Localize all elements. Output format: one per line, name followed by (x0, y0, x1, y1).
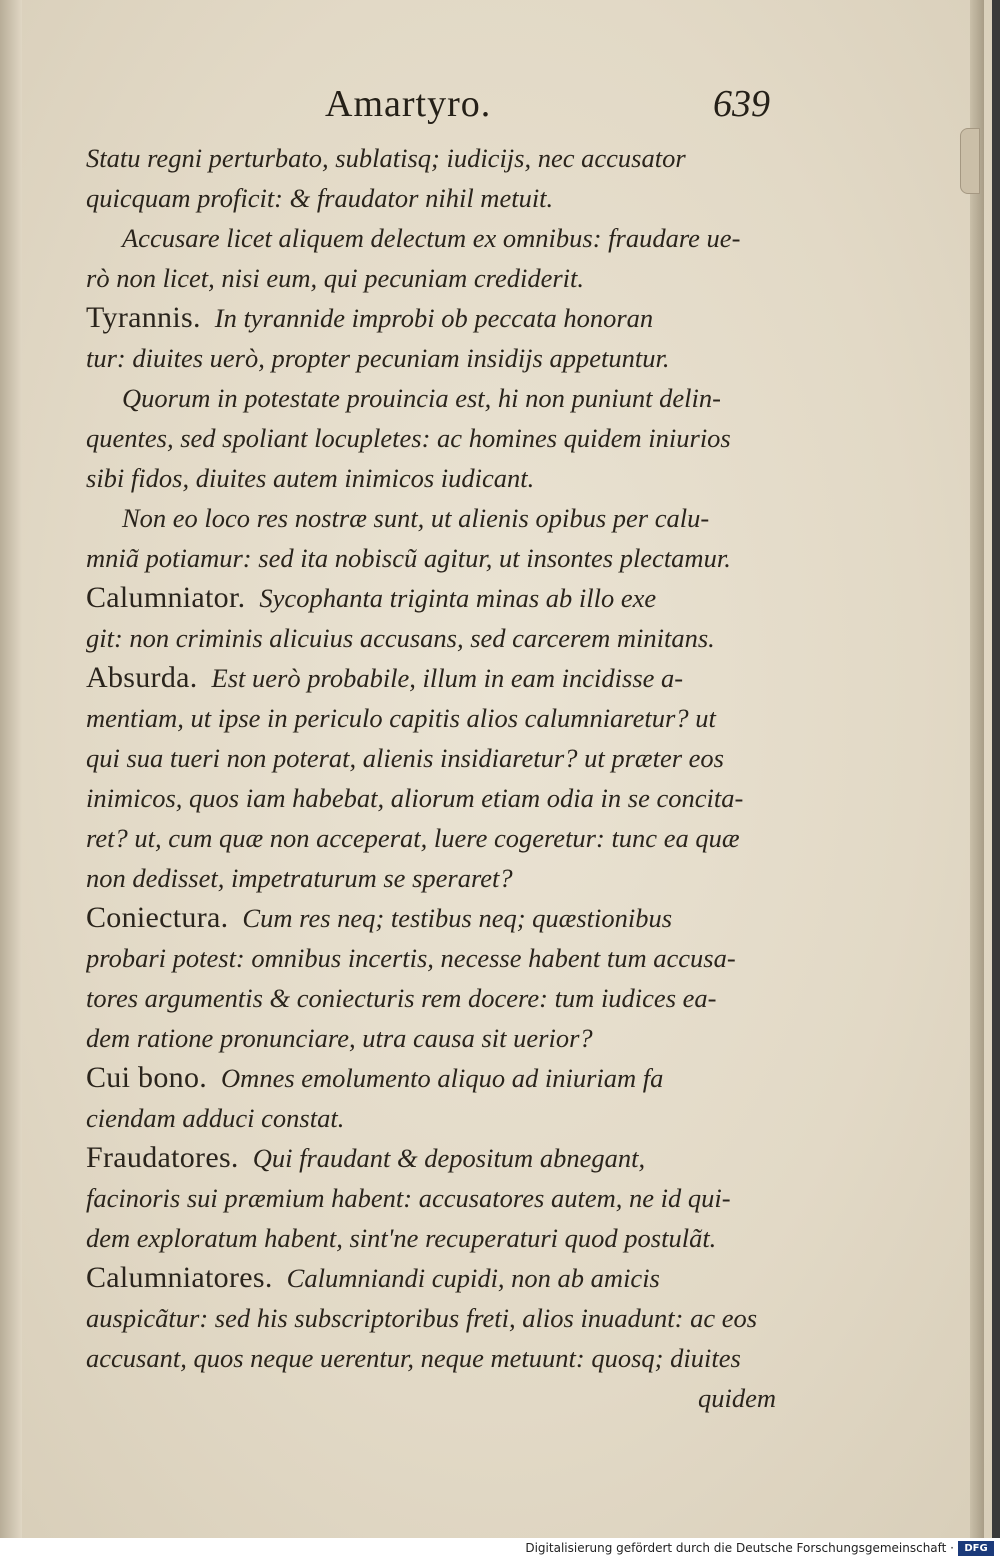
text-line (86, 1058, 776, 1098)
line-text: Est uerò probabile, illum in eam incidisse a- (211, 663, 684, 693)
text-line (86, 898, 776, 938)
text-line (86, 1218, 776, 1258)
text-line (86, 418, 776, 458)
marginal-heading: Coniectura. (86, 901, 229, 934)
line-text: mentiam, ut ipse in periculo capitis alios calumniaretur? ut (86, 703, 716, 733)
line-text: tur: diuites uerò, propter pecuniam insidijs appetuntur. (86, 343, 670, 373)
text-block (86, 138, 776, 1418)
text-line (86, 658, 776, 698)
marginal-heading: Fraudatores. (86, 1141, 239, 1174)
line-text: ret? ut, cum quæ non acceperat, luere cogeretur: tunc ea quæ (86, 823, 740, 853)
line-text: inimicos, quos iam habebat, aliorum etiam odia in se concita- (86, 783, 744, 813)
text-line (86, 498, 776, 538)
gutter-shadow (0, 0, 22, 1538)
page-tab (960, 128, 980, 194)
line-text: Calumniandi cupidi, non ab amicis (286, 1263, 660, 1293)
line-text: quentes, sed spoliant locupletes: ac homines quidem iniurios (86, 423, 731, 453)
line-text: quicquam proficit: & fraudator nihil metuit. (86, 183, 554, 213)
line-text: rò non licet, nisi eum, qui pecuniam crediderit. (86, 263, 585, 293)
text-line (86, 618, 776, 658)
text-line (86, 1178, 776, 1218)
line-text: sibi fidos, diuites autem inimicos iudicant. (86, 463, 535, 493)
line-text: Quorum in potestate prouincia est, hi non puniunt delin- (122, 383, 721, 413)
page-edge (970, 0, 984, 1538)
line-text: Omnes emolumento aliquo ad iniuriam fa (221, 1063, 664, 1093)
line-text: non dedisset, impetraturum se speraret? (86, 863, 513, 893)
line-text: Non eo loco res nostræ sunt, ut alienis opibus per calu- (122, 503, 710, 533)
text-line (86, 858, 776, 898)
catchword: quidem (697, 1383, 776, 1413)
text-line (86, 1338, 776, 1378)
line-text: auspicãtur: sed his subscriptoribus freti, alios inuadunt: ac eos (86, 1303, 758, 1333)
footer-bar (0, 1538, 1000, 1560)
line-text: tores argumentis & coniecturis rem docere: tum iudices ea- (86, 983, 717, 1013)
text-line (86, 1018, 776, 1058)
line-text: Accusare licet aliquem delectum ex omnibus: fraudare ue- (122, 223, 741, 253)
line-text: ciendam adduci constat. (86, 1103, 345, 1133)
text-line (86, 818, 776, 858)
line-text: Statu regni perturbato, sublatisq; iudicijs, nec accusator (86, 143, 686, 173)
line-text: Cum res neq; testibus neq; quæstionibus (242, 903, 673, 933)
line-text: dem ratione pronunciare, utra causa sit uerior? (86, 1023, 593, 1053)
marginal-heading: Cui bono. (86, 1061, 208, 1094)
marginal-heading: Tyrannis. (86, 301, 201, 334)
page-number: 639 (713, 83, 770, 125)
text-line (86, 378, 776, 418)
line-text: dem exploratum habent, sint'ne recuperaturi quod postulãt. (86, 1223, 717, 1253)
page-header (80, 82, 770, 136)
text-line (86, 938, 776, 978)
text-line (86, 178, 776, 218)
dfg-logo: DFG (958, 1541, 994, 1556)
text-line (86, 218, 776, 258)
text-line (86, 258, 776, 298)
line-text: In tyrannide improbi ob peccata honoran (214, 303, 654, 333)
line-text: probari potest: omnibus incertis, necesse habent tum accusa- (86, 943, 736, 973)
text-line (86, 1258, 776, 1298)
text-line (86, 1298, 776, 1338)
running-head: Amartyro. (325, 83, 492, 125)
text-line (86, 1138, 776, 1178)
footer-credit: Digitalisierung gefördert durch die Deutsche Forschungsgemeinschaft · (525, 1541, 954, 1555)
marginal-heading: Calumniator. (86, 581, 246, 614)
text-line (86, 978, 776, 1018)
text-line (86, 738, 776, 778)
line-text: git: non criminis alicuius accusans, sed carcerem minitans. (86, 623, 715, 653)
line-text: Qui fraudant & depositum abnegant, (252, 1143, 646, 1173)
line-text: qui sua tueri non poterat, alienis insidiaretur? ut præter eos (86, 743, 724, 773)
line-text: Sycophanta triginta minas ab illo exe (259, 583, 657, 613)
text-line (86, 338, 776, 378)
text-line (86, 578, 776, 618)
line-text: mniã potiamur: sed ita nobiscũ agitur, ut insontes plectamur. (86, 543, 731, 573)
text-line (86, 698, 776, 738)
text-line (86, 138, 776, 178)
line-text: facinoris sui præmium habent: accusatores autem, ne id qui- (86, 1183, 731, 1213)
text-line (86, 538, 776, 578)
line-text: accusant, quos neque uerentur, neque metuunt: quosq; diuites (86, 1343, 741, 1373)
text-line (86, 778, 776, 818)
marginal-heading: Calumniatores. (86, 1261, 273, 1294)
text-line (86, 458, 776, 498)
marginal-heading: Absurda. (86, 661, 198, 694)
text-line (86, 298, 776, 338)
text-line (86, 1098, 776, 1138)
